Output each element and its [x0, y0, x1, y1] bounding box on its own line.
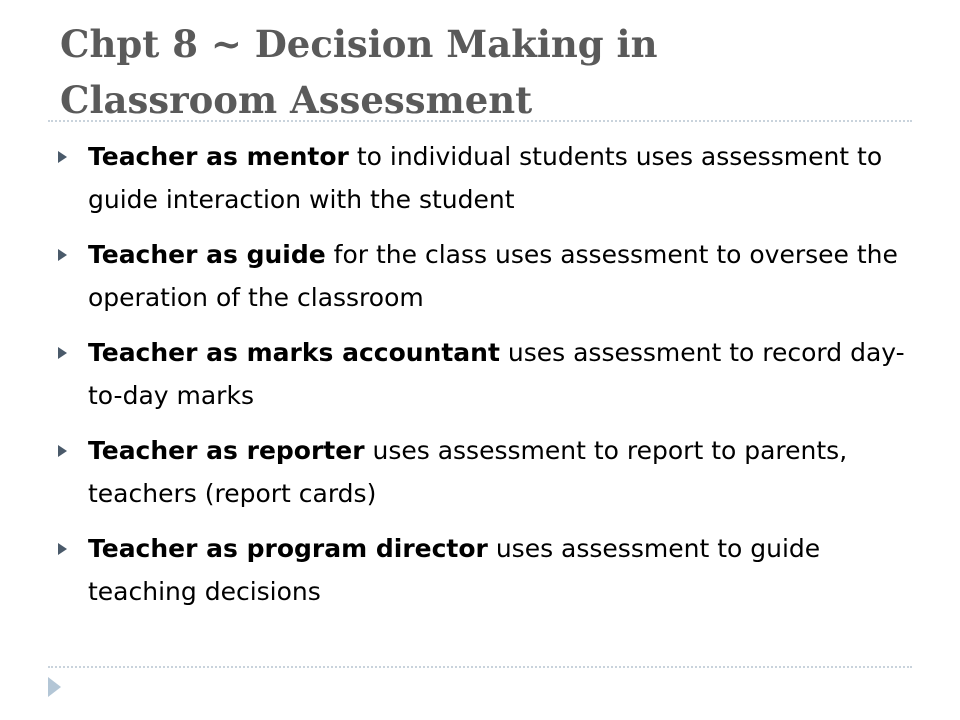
- bullet-item: [56, 135, 906, 221]
- bullet-text: to individual students uses assessment to guide interaction with the student: [88, 142, 883, 214]
- bullet-item: [56, 331, 906, 417]
- triangle-bullet-icon: [58, 445, 67, 457]
- triangle-bullet-icon: [58, 249, 67, 261]
- bullet-item: [56, 233, 906, 319]
- title-divider: [48, 120, 912, 122]
- bullet-role: Teacher as program director: [88, 534, 488, 563]
- bullet-role: Teacher as reporter: [88, 436, 365, 465]
- slide-title-line-2: Classroom Assessment: [60, 78, 533, 122]
- bullet-role: Teacher as guide: [88, 240, 326, 269]
- bullet-text: uses assessment to record day-to-day marks: [88, 338, 905, 410]
- bullet-text: uses assessment to guide teaching decisions: [88, 534, 821, 606]
- triangle-footer-icon: [48, 677, 61, 697]
- bullet-role: Teacher as mentor: [88, 142, 349, 171]
- bullet-text: uses assessment to report to parents, teachers (report cards): [88, 436, 848, 508]
- triangle-bullet-icon: [58, 543, 67, 555]
- footer-divider: [48, 666, 912, 668]
- slide-title: [60, 16, 920, 128]
- bullet-role: Teacher as marks accountant: [88, 338, 500, 367]
- bullet-item: [56, 429, 906, 515]
- bullet-text: for the class uses assessment to oversee the operation of the classroom: [88, 240, 898, 312]
- triangle-bullet-icon: [58, 347, 67, 359]
- triangle-bullet-icon: [58, 151, 67, 163]
- bullet-list: [56, 135, 906, 625]
- slide-title-line-1: Chpt 8 ~ Decision Making in: [60, 22, 658, 66]
- bullet-item: [56, 527, 906, 613]
